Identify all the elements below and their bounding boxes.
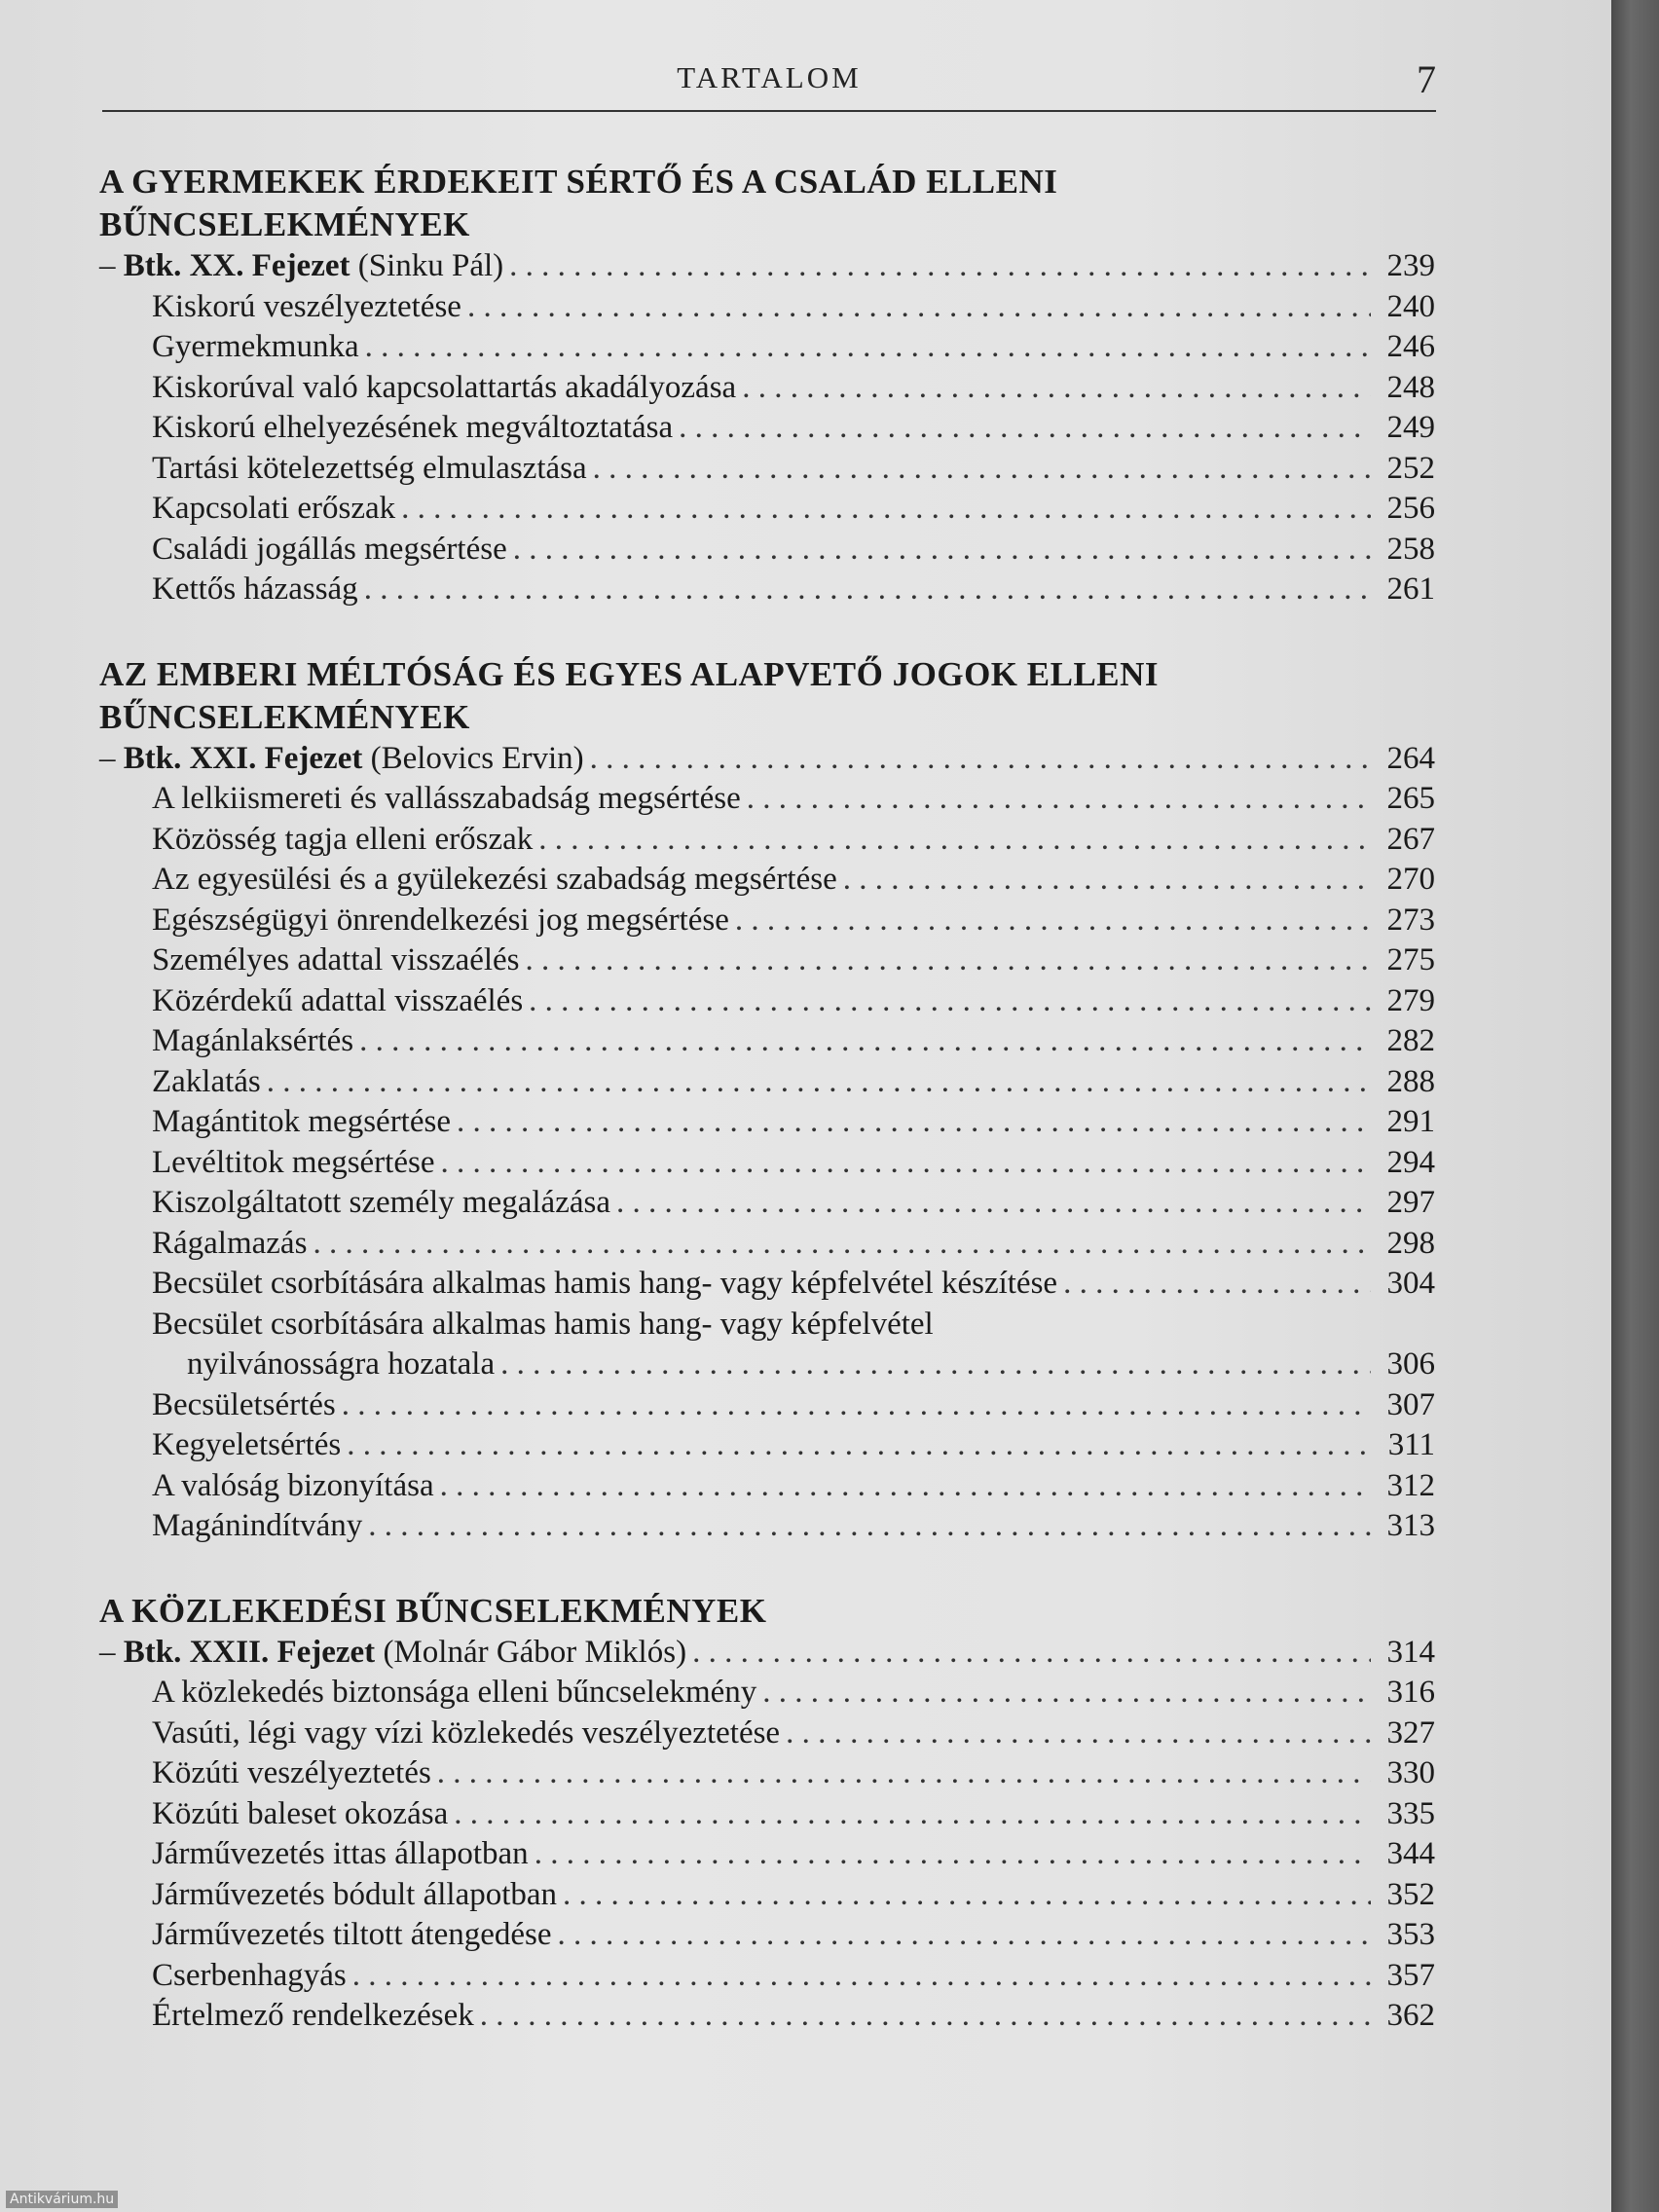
page-number: 327: [1386, 1714, 1435, 1751]
toc-entry[interactable]: [99, 287, 1435, 328]
dot-leader: [692, 1633, 1371, 1674]
page-number: 357: [1386, 1957, 1435, 1993]
page-number: 270: [1386, 862, 1435, 897]
toc-entry-label: A valóság bizonyítása: [152, 1467, 434, 1503]
dot-leader: [401, 489, 1371, 530]
toc-entry[interactable]: [99, 1753, 1435, 1794]
toc-entry-label: Levéltitok megsértése: [152, 1144, 435, 1180]
toc-entry[interactable]: [99, 1673, 1435, 1714]
toc-entry-label: A közlekedés biztonsága elleni bűncselekmény: [152, 1675, 757, 1710]
toc-entry-label: Kiszolgáltatott személy megalázása: [152, 1185, 610, 1220]
dot-leader: [437, 1753, 1371, 1794]
dot-leader: [679, 408, 1371, 449]
toc-section: [99, 161, 1435, 610]
dot-leader: [786, 1714, 1371, 1754]
chapter-author: (Molnár Gábor Miklós): [375, 1634, 687, 1670]
page-number: 330: [1386, 1755, 1435, 1790]
toc-entry[interactable]: [99, 1143, 1435, 1184]
dot-leader: [352, 1956, 1371, 1997]
page-number: 279: [1386, 982, 1435, 1018]
toc-entry-label: Közúti baleset okozása: [152, 1795, 449, 1831]
toc-entry-label: Zaklatás: [152, 1063, 261, 1099]
toc-entry-label: Közösség tagja elleni erőszak: [152, 821, 534, 857]
chapter-author: (Sinku Pál): [350, 248, 504, 283]
page-number: 344: [1386, 1836, 1435, 1871]
toc-entry[interactable]: [99, 1425, 1435, 1466]
chapter-author: (Belovics Ervin): [362, 740, 584, 776]
chapter-label: [99, 1633, 686, 1674]
dot-leader: [342, 1385, 1371, 1426]
toc-entry[interactable]: [99, 1183, 1435, 1224]
toc-entry[interactable]: [99, 1714, 1435, 1754]
toc-entry[interactable]: [99, 1794, 1435, 1835]
dot-leader: [440, 1466, 1371, 1507]
toc-entry-label: Értelmező rendelkezések: [152, 1998, 474, 2033]
section-title: A KÖZLEKEDÉSI BŰNCSELEKMÉNYEK: [99, 1591, 767, 1630]
chapter-btk: Btk. XXI. Fejezet: [123, 740, 363, 776]
toc-entry-label-cont: nyilvánosságra hozatala: [187, 1346, 496, 1382]
toc-entry[interactable]: [99, 1385, 1435, 1426]
dot-leader: [590, 739, 1371, 780]
page-number: 265: [1386, 781, 1435, 816]
dot-leader: [762, 1673, 1371, 1714]
dot-leader: [747, 779, 1371, 820]
toc-entry-label: Magánlaksértés: [152, 1023, 354, 1058]
toc-entry[interactable]: [99, 570, 1435, 610]
dot-leader: [440, 1143, 1371, 1184]
page-number: 239: [1386, 248, 1435, 283]
toc-entry[interactable]: [99, 1875, 1435, 1916]
toc-entry-label: Vasúti, légi vagy vízi közlekedés veszélyeztetése: [152, 1714, 781, 1751]
toc-entry-label: Kiskorúval való kapcsolattartás akadályozása: [152, 369, 737, 405]
toc-entry-label: Kapcsolati erőszak: [152, 491, 396, 526]
section-title-line2: BŰNCSELEKMÉNYEK: [99, 697, 470, 736]
page-number: 352: [1386, 1876, 1435, 1912]
dot-leader: [347, 1425, 1371, 1466]
dot-leader: [526, 940, 1371, 981]
toc-entry-label: Közúti veszélyeztetés: [152, 1755, 431, 1790]
page-number: 311: [1387, 1427, 1435, 1462]
page-number: 273: [1386, 902, 1435, 938]
toc-entry[interactable]: [99, 1506, 1435, 1547]
page-number: 248: [1386, 369, 1435, 405]
toc-entry[interactable]: [99, 1224, 1435, 1265]
toc-entry[interactable]: [99, 860, 1435, 901]
chapter-entry[interactable]: [99, 246, 1435, 287]
page-number: 252: [1386, 450, 1435, 486]
page-number: 256: [1386, 491, 1435, 526]
header-page-number: 7: [1417, 57, 1436, 101]
page-number: 294: [1386, 1144, 1435, 1180]
page-edge-shadow: [1611, 0, 1659, 2212]
table-of-contents: [99, 161, 1435, 2080]
toc-entry-label: Rágalmazás: [152, 1225, 308, 1261]
toc-entry[interactable]: [99, 327, 1435, 368]
toc-entry-label: Becsület csorbítására alkalmas hamis hang- vagy képfelvétel készítése: [152, 1266, 1058, 1301]
dot-leader: [563, 1875, 1371, 1916]
dot-leader: [535, 1834, 1371, 1875]
toc-entry[interactable]: [99, 1466, 1435, 1507]
toc-entry-label: Kiskorú veszélyeztetése: [152, 288, 461, 324]
toc-entry-label: Járművezetés ittas állapotban: [152, 1836, 529, 1871]
chapter-label: [99, 739, 584, 780]
toc-entry-label: Családi jogállás megsértése: [152, 531, 507, 567]
dot-leader: [457, 1102, 1371, 1143]
toc-entry-label: Kegyeletsértés: [152, 1427, 342, 1462]
toc-entry[interactable]: [99, 1956, 1435, 1997]
toc-entry-label: Személyes adattal visszaélés: [152, 942, 520, 977]
dot-leader: [365, 327, 1371, 368]
chapter-dash: –: [99, 248, 124, 283]
header-rule: [102, 110, 1436, 112]
toc-entry-label: Magántitok megsértése: [152, 1104, 451, 1139]
toc-entry-label: Az egyesülési és a gyülekezési szabadság megsértése: [152, 862, 837, 897]
toc-entry[interactable]: [99, 1062, 1435, 1103]
chapter-btk: Btk. XX. Fejezet: [123, 248, 350, 283]
toc-entry-label: Magánindítvány: [152, 1508, 363, 1543]
toc-section: [99, 653, 1435, 1547]
dot-leader: [529, 981, 1371, 1022]
toc-entry[interactable]: [99, 940, 1435, 981]
page-number: 313: [1386, 1508, 1435, 1543]
header-title: TARTALOM: [677, 60, 862, 94]
toc-entry-label: Járművezetés tiltott átengedése: [152, 1917, 552, 1952]
page-number: 258: [1386, 531, 1435, 567]
toc-entry-label: Becsületsértés: [152, 1386, 336, 1422]
chapter-entry[interactable]: [99, 1633, 1435, 1674]
toc-entry[interactable]: [99, 449, 1435, 490]
page-number: 267: [1386, 821, 1435, 857]
page-number: 297: [1386, 1185, 1435, 1220]
toc-entry[interactable]: [99, 1102, 1435, 1143]
dot-leader: [500, 1345, 1371, 1385]
toc-entry[interactable]: [99, 779, 1435, 820]
page-number: 353: [1386, 1917, 1435, 1952]
watermark: Antikvárium.hu: [6, 2191, 118, 2208]
dot-leader: [538, 820, 1371, 861]
page-number: 264: [1386, 740, 1435, 776]
chapter-entry[interactable]: [99, 739, 1435, 780]
toc-entry[interactable]: [99, 901, 1435, 941]
toc-entry[interactable]: [99, 489, 1435, 530]
toc-entry[interactable]: [99, 820, 1435, 861]
page-number: 312: [1386, 1467, 1435, 1503]
page-number: 261: [1386, 571, 1435, 607]
toc-entry[interactable]: [99, 530, 1435, 571]
toc-entry-label: Tartási kötelezettség elmulasztása: [152, 450, 587, 486]
page-number: 306: [1386, 1346, 1435, 1382]
dot-leader: [368, 1506, 1371, 1547]
chapter-label: [99, 246, 503, 287]
toc-section: [99, 1590, 1435, 2037]
dot-leader: [267, 1062, 1371, 1103]
page-number: 314: [1386, 1634, 1435, 1670]
toc-entry-label: Kiskorú elhelyezésének megváltoztatása: [152, 410, 674, 445]
toc-entry[interactable]: [99, 408, 1435, 449]
toc-entry-label: A lelkiismereti és vallásszabadság megsértése: [152, 781, 741, 816]
page-number: 291: [1386, 1104, 1435, 1139]
toc-entry[interactable]: [99, 368, 1435, 409]
toc-entry-label: Járművezetés bódult állapotban: [152, 1876, 558, 1912]
dot-leader: [480, 1996, 1371, 2037]
toc-entry-label: Közérdekű adattal visszaélés: [152, 982, 524, 1018]
dot-leader: [742, 368, 1371, 409]
page-number: 282: [1386, 1023, 1435, 1058]
page-number: 304: [1386, 1266, 1435, 1301]
page-number: 288: [1386, 1063, 1435, 1099]
toc-entry-label: Kettős házasság: [152, 571, 358, 607]
page-number: 335: [1386, 1795, 1435, 1831]
page-number: 298: [1386, 1225, 1435, 1261]
dot-leader: [593, 449, 1371, 490]
page-number: 275: [1386, 942, 1435, 977]
dot-leader: [616, 1183, 1371, 1224]
dot-leader: [558, 1915, 1371, 1956]
dot-leader: [513, 530, 1371, 571]
chapter-dash: –: [99, 740, 124, 776]
toc-entry[interactable]: [99, 1996, 1435, 2037]
page-number: 240: [1386, 288, 1435, 324]
toc-entry[interactable]: [99, 1345, 1435, 1385]
page-number: 246: [1386, 329, 1435, 364]
section-title: A GYERMEKEK ÉRDEKEIT SÉRTŐ ÉS A CSALÁD ELLENI: [99, 163, 1058, 201]
toc-entry[interactable]: [99, 981, 1435, 1022]
dot-leader: [359, 1021, 1371, 1062]
toc-entry-label: Egészségügyi önrendelkezési jog megsértése: [152, 902, 729, 938]
section-title-line2: BŰNCSELEKMÉNYEK: [99, 205, 470, 243]
dot-leader: [313, 1224, 1371, 1265]
toc-entry-label: Cserbenhagyás: [152, 1957, 347, 1993]
dot-leader: [843, 860, 1371, 901]
dot-leader: [454, 1794, 1371, 1835]
toc-entry-label-line1: Becsület csorbítására alkalmas hamis hang- vagy képfelvétel: [152, 1306, 934, 1342]
running-header: [102, 56, 1436, 105]
section-title: AZ EMBERI MÉLTÓSÁG ÉS EGYES ALAPVETŐ JOGOK ELLENI: [99, 654, 1160, 693]
chapter-dash: –: [99, 1634, 124, 1670]
toc-entry[interactable]: [99, 1915, 1435, 1956]
dot-leader: [364, 570, 1371, 610]
chapter-btk: Btk. XXII. Fejezet: [123, 1634, 376, 1670]
page-number: 307: [1386, 1386, 1435, 1422]
dot-leader: [1063, 1264, 1371, 1305]
toc-entry-label: Gyermekmunka: [152, 329, 359, 364]
toc-entry[interactable]: [99, 1021, 1435, 1062]
page-number: 362: [1386, 1998, 1435, 2033]
toc-entry[interactable]: [99, 1264, 1435, 1305]
page-number: 249: [1386, 410, 1435, 445]
page-number: 316: [1386, 1675, 1435, 1710]
dot-leader: [467, 287, 1371, 328]
dot-leader: [735, 901, 1371, 941]
toc-entry[interactable]: [99, 1834, 1435, 1875]
dot-leader: [509, 246, 1371, 287]
